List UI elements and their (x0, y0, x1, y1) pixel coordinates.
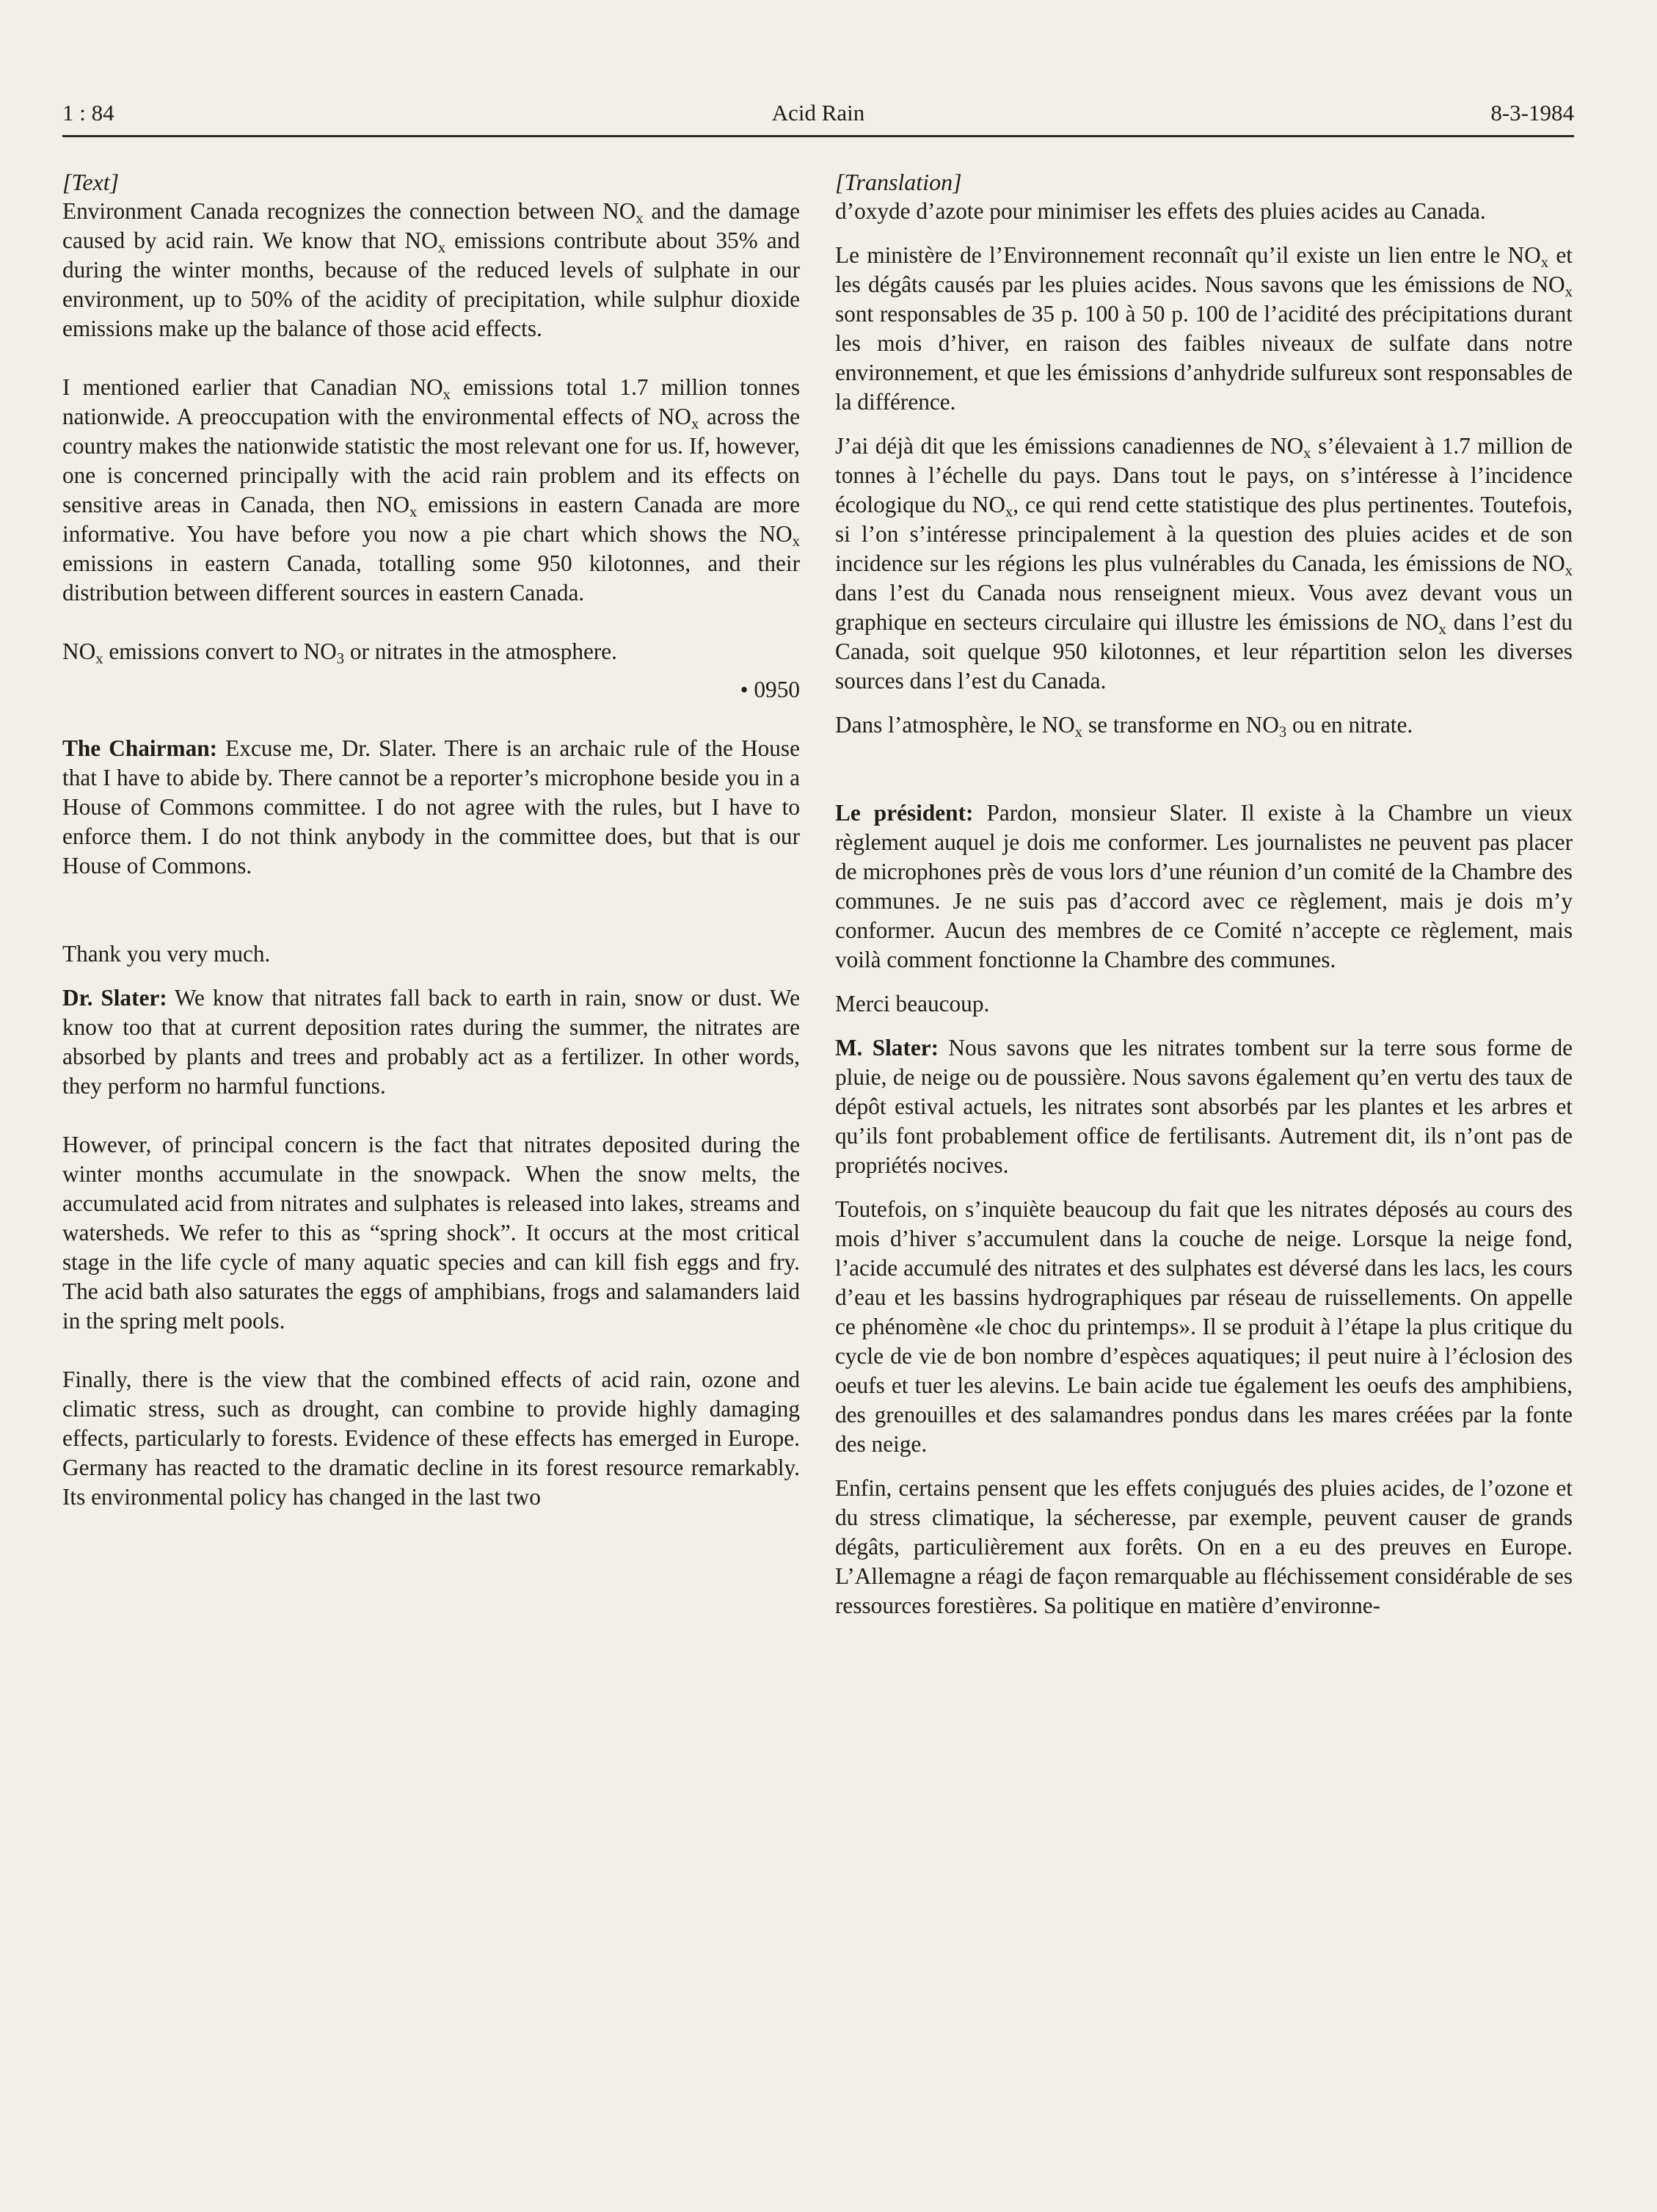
paragraph: Environment Canada recognizes the connection between $NO_x$ and the damage caused by acid rain. We know that $NO_x$ emissions contribute about 35% and during the winter months, because of the reduced levels of sulphate in our environment, up to 50% of the acidity of precipitation, while sulphur dioxide emissions make up the balance of those acid effects. (62, 198, 800, 341)
speaker-name: The Chairman: (62, 735, 218, 761)
speaker-name: M. Slater: (835, 1035, 939, 1060)
timestamp: • 0950 (740, 677, 800, 702)
page-number: 1 : 84 (62, 100, 114, 125)
paragraph: J’ai déjà dit que les émissions canadiennes de $NO_x$ s’élevaient à 1.7 million de tonnes à l’échelle du pays. Dans tout le pays, on s’intéresse à l’incidence écologique du $NO_x$, ce qui rend cette statistique des plus pertinentes. Toutefois, si l’on s’intéresse principalement à la question des pluies acides et de son incidence sur les régions les plus vulnérables du Canada, les émissions de $NO_x$ dans l’est du Canada nous renseignent mieux. Vous avez devant vous un graphique en secteurs circulaire qui illustre les émissions de $NO_x$ dans l’est du Canada, soit quelque 950 kilotonnes, et leur répartition selon les diverses sources dans l’est du Canada. (835, 433, 1573, 694)
speaker-name: Dr. Slater: (62, 985, 167, 1011)
paragraph: Dr. Slater: We know that nitrates fall back to earth in rain, snow or dust. We know too that at current deposition rates during the summer, the nitrates are absorbed by plants and trees and probably act as a fertilizer. In other words, they perform no harmful functions. (62, 985, 800, 1099)
page-date: 8-3-1984 (1490, 100, 1574, 125)
translation-label: [Translation] (835, 169, 962, 195)
paragraph: $NO_x$ emissions convert to $NO_3$ or nitrates in the atmosphere. (62, 639, 618, 668)
speaker-name: Le président: (835, 800, 974, 826)
page-header (62, 94, 1574, 137)
running-title: Acid Rain (771, 100, 865, 125)
paragraph: However, of principal concern is the fact that nitrates deposited during the winter months accumulate in the snowpack. When the snow melts, the accumulated acid from nitrates and sulphates is released into lakes, streams and watersheds. We refer to this as “spring shock”. It occurs at the most critical stage in the life cycle of many aquatic species and can kill fish eggs and fry. The acid bath also saturates the eggs of amphibians, frogs and salamanders laid in the spring melt pools. (62, 1132, 800, 1334)
paragraph: Toutefois, on s’inquiète beaucoup du fait que les nitrates déposés au cours des mois d’hiver s’accumulent dans la couche de neige. Lorsque la neige fond, l’acide accumulé des nitrates et des sulphates est déversé dans les lacs, les cours d’eau et les bassins hydrographiques par réseau de ruissellements. On appelle ce phénomène «le choc du printemps». Il se produit à l’étape la plus critique du cycle de vie de bon nombre d’espèces aquatiques; il peut nuire à l’éclosion des oeufs et tuer les alevins. Le bain acide tue également les oeufs des amphibiens, des grenouilles et des salamandres pondus dans les mares créées par la fonte des neige. (835, 1196, 1573, 1457)
text-label: [Text] (62, 169, 120, 195)
french-column (835, 167, 1573, 1620)
paragraph: M. Slater: Nous savons que les nitrates tombent sur la terre sous forme de pluie, de neige ou de poussière. Nous savons également qu’en vertu des taux de dépôt estival actuels, les nitrates sont absorbés par les plantes et les arbres et qu’ils font probablement office de fertilisants. Autrement dit, ils n’ont pas de propriétés nocives. (835, 1035, 1573, 1178)
english-column (62, 167, 800, 1512)
paragraph: d’oxyde d’azote pour minimiser les effets des pluies acides au Canada. (835, 198, 1486, 224)
paragraph: The Chairman: Excuse me, Dr. Slater. There is an archaic rule of the House that I have to abide by. There cannot be a reporter’s microphone beside you in a House of Commons committee. I do not agree with the rules, but I have to enforce them. I do not think anybody in the committee does, but that is our House of Commons. (62, 735, 800, 878)
paragraph: Le ministère de l’Environnement reconnaît qu’il existe un lien entre le $NO_x$ et les dégâts causés par les pluies acides. Nous savons que les émissions de $NO_x$ sont responsables de 35 p. 100 à 50 p. 100 de l’acidité des précipitations durant les mois d’hiver, en raison des faibles niveaux de sulfate dans notre environnement, et que les émissions d’anhydride sulfureux sont responsables de la différence. (835, 242, 1573, 415)
paragraph: I mentioned earlier that Canadian $NO_x$ emissions total 1.7 million tonnes nationwide. A preoccupation with the environmental effects of $NO_x$ across the country makes the nationwide statistic the most relevant one for us. If, however, one is concerned principally with the acid rain problem and its effects on sensitive areas in Canada, then $NO_x$ emissions in eastern Canada are more informative. You have before you now a pie chart which shows the $NO_x$ emissions in eastern Canada, totalling some 950 kilotonnes, and their distribution between different sources in eastern Canada. (62, 374, 800, 605)
paragraph: Finally, there is the view that the combined effects of acid rain, ozone and climatic stress, such as drought, can combine to provide highly damaging effects, particularly to forests. Evidence of these effects has emerged in Europe. Germany has reacted to the dramatic decline in its forest resource remarkably. Its environmental policy has changed in the last two (62, 1367, 800, 1510)
paragraph: Dans l’atmosphère, le $NO_x$ se transforme en $NO_3$ ou en nitrate. (835, 712, 1413, 741)
paragraph: Thank you very much. (62, 941, 271, 967)
paragraph: Le président: Pardon, monsieur Slater. Il existe à la Chambre un vieux règlement auquel je dois me conformer. Les journalistes ne peuvent pas placer de microphones près de vous lors d’une réunion d’un comité de la Chambre des communes. Je ne suis pas d’accord avec ce règlement, mais je dois m’y conformer. Aucun des membres de ce Comité n’accepte ce règlement, mais voilà comment fonctionne la Chambre des communes. (835, 800, 1573, 972)
paragraph: Enfin, certains pensent que les effets conjugués des pluies acides, de l’ozone et du stress climatique, la sécheresse, par exemple, peuvent causer de grands dégâts, particulièrement aux forêts. On en a eu des preuves en Europe. L’Allemagne a réagi de façon remarquable au fléchissement considérable de ses ressources forestières. Sa politique en matière d’environne- (835, 1475, 1573, 1618)
paragraph: Merci beaucoup. (835, 991, 990, 1016)
